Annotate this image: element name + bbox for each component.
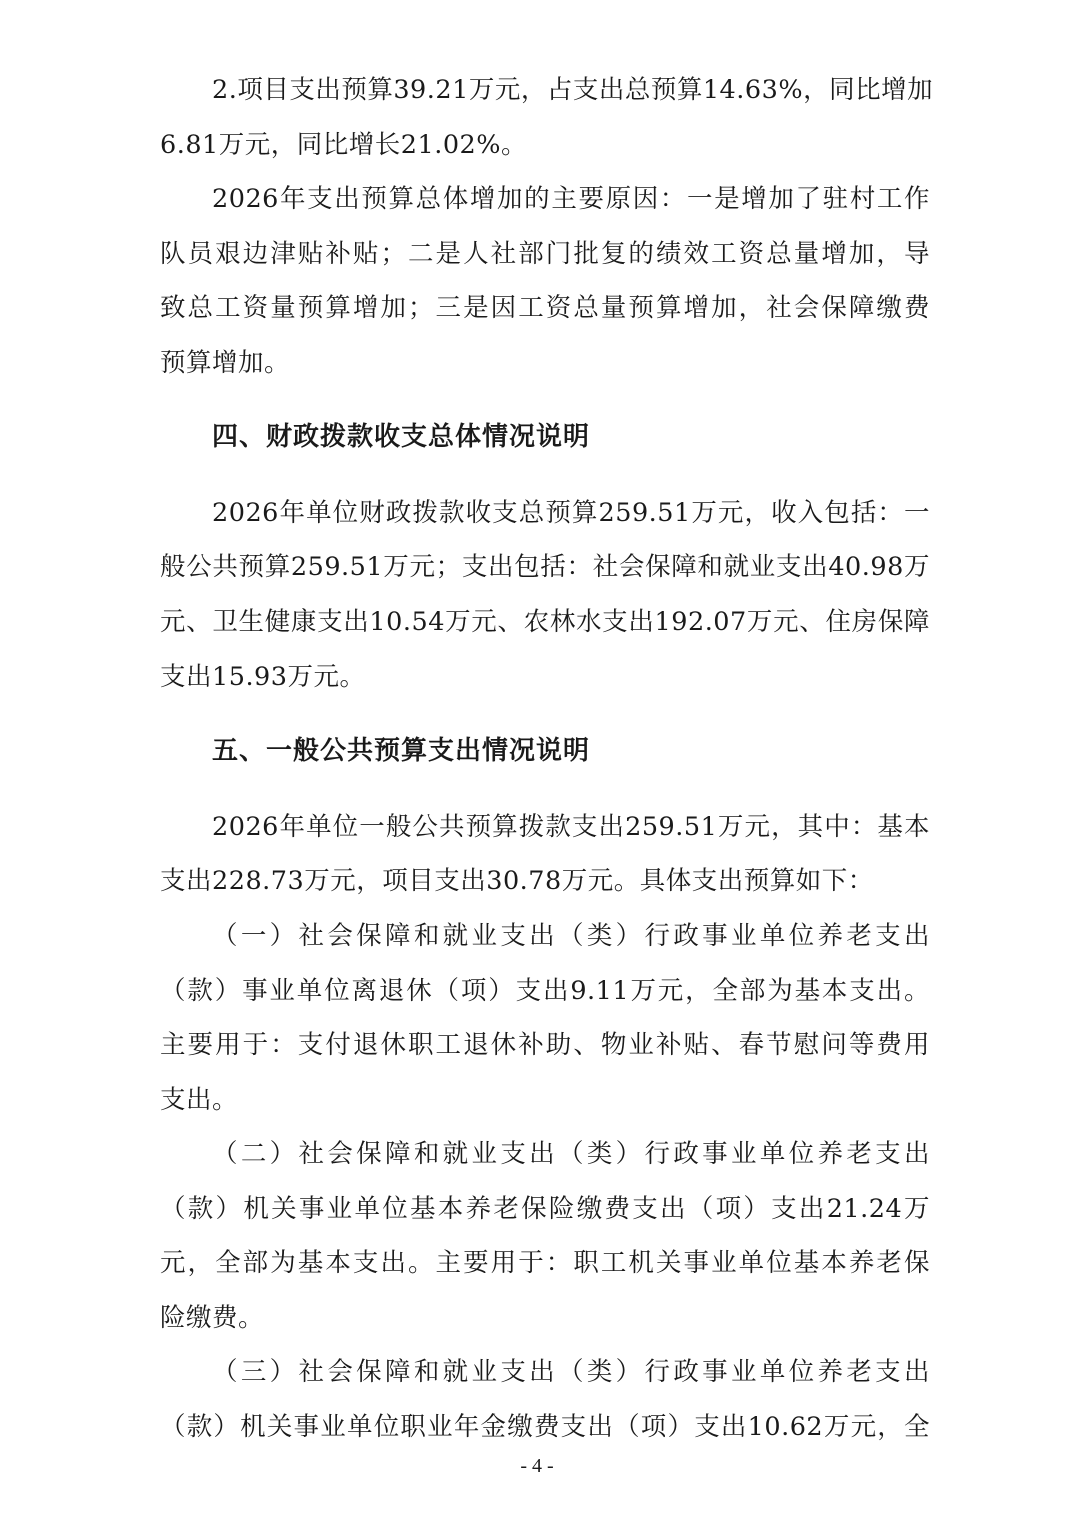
paragraph-line: （二）社会保障和就业支出（类）行政事业单位养老支出 (212, 1139, 930, 1169)
paragraph-line: 6.81万元，同比增长21.02%。 (160, 130, 528, 160)
section-heading: 四、财政拨款收支总体情况说明 (212, 422, 591, 452)
paragraph-line: 元、卫生健康支出10.54万元、农林水支出192.07万元、住房保障 (160, 607, 930, 637)
paragraph-line: 致总工资量预算增加；三是因工资总量预算增加，社会保障缴费 (160, 293, 930, 323)
paragraph-line: 2026年支出预算总体增加的主要原因：一是增加了驻村工作 (212, 184, 930, 214)
paragraph-line: （三）社会保障和就业支出（类）行政事业单位养老支出 (212, 1357, 930, 1387)
paragraph-line: （一）社会保障和就业支出（类）行政事业单位养老支出 (212, 921, 930, 951)
paragraph-line: 支出15.93万元。 (160, 662, 366, 692)
paragraph-line: 2026年单位财政拨款收支总预算259.51万元，收入包括：一 (212, 498, 930, 528)
paragraph-line: 队员艰边津贴补贴；二是人社部门批复的绩效工资总量增加，导 (160, 239, 930, 269)
paragraph-line: （款）机关事业单位职业年金缴费支出（项）支出10.62万元，全 (160, 1412, 930, 1442)
paragraph-line: 支出。 (160, 1085, 239, 1115)
section-heading: 五、一般公共预算支出情况说明 (212, 736, 591, 766)
paragraph-line: （款）机关事业单位基本养老保险缴费支出（项）支出21.24万 (160, 1194, 930, 1224)
paragraph-line: 2026年单位一般公共预算拨款支出259.51万元，其中：基本 (212, 812, 930, 842)
paragraph-line: 2.项目支出预算39.21万元，占支出总预算14.63%，同比增加 (212, 75, 934, 105)
paragraph-line: 险缴费。 (160, 1303, 265, 1333)
paragraph-line: 支出228.73万元，项目支出30.78万元。具体支出预算如下： (160, 866, 874, 896)
paragraph-line: （款）事业单位离退休（项）支出9.11万元，全部为基本支出。 (160, 976, 930, 1006)
paragraph-line: 元，全部为基本支出。主要用于：职工机关事业单位基本养老保 (160, 1248, 930, 1278)
paragraph-line: 主要用于：支付退休职工退休补助、物业补贴、春节慰问等费用 (160, 1030, 930, 1060)
paragraph-line: 般公共预算259.51万元；支出包括：社会保障和就业支出40.98万 (160, 552, 930, 582)
page-number: - 4 - (520, 1455, 554, 1477)
paragraph-line: 预算增加。 (160, 348, 291, 378)
